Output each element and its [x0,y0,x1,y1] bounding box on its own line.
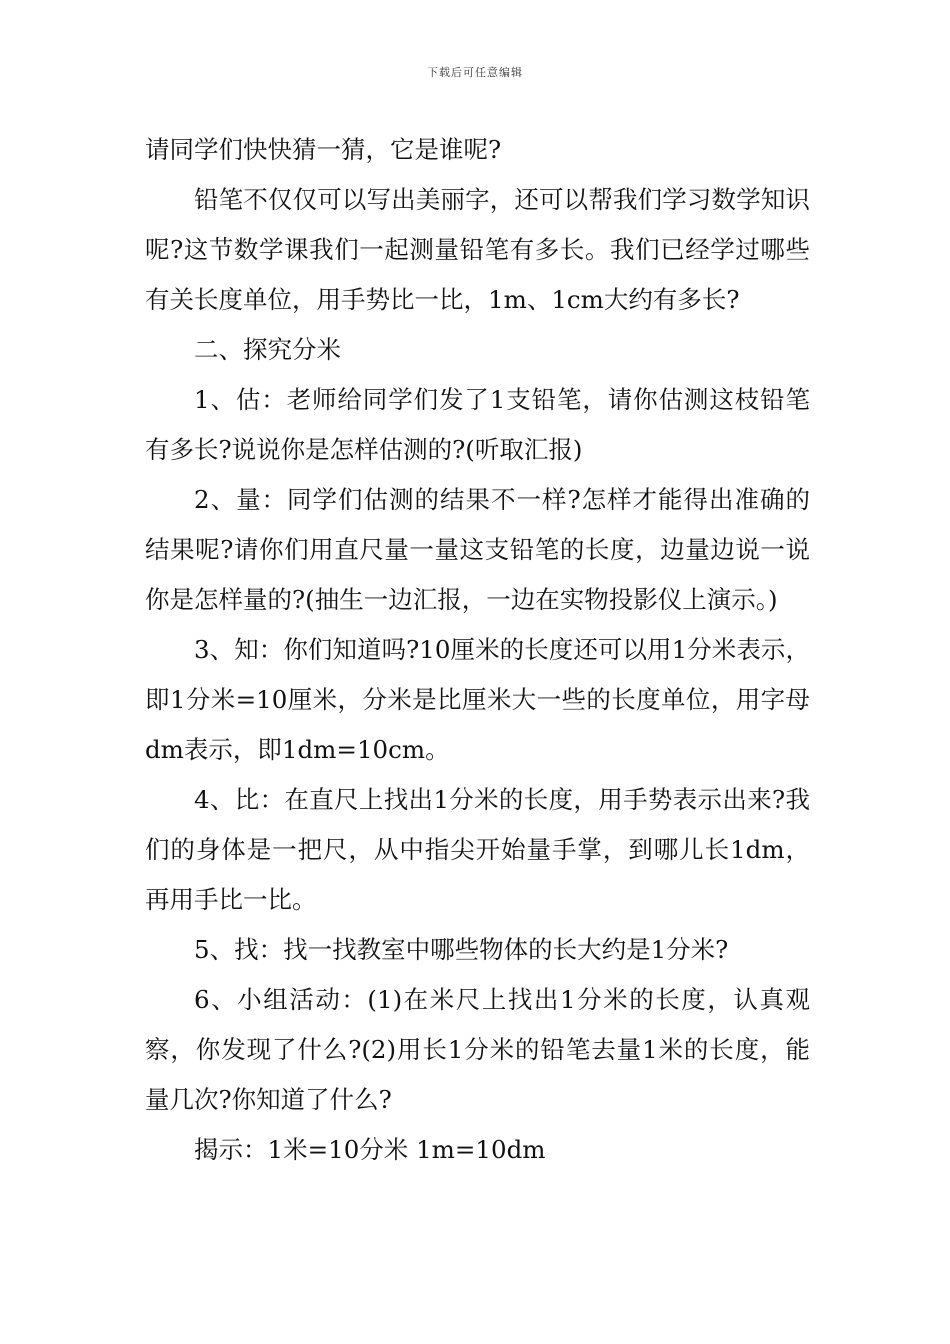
paragraph-step-find: 5、找：找一找教室中哪些物体的长大约是1分米? [194,935,729,964]
paragraph-step-measure: 2、量：同学们估测的结果不一样?怎样才能得出准确的结果呢?请你们用直尺量一量这支铅笔的长度，边量边说一说你是怎样量的?(抽生一边汇报，一边在实物投影仪上演示。) [145,485,810,614]
paragraph-step-group: 6、小组活动：(1)在米尺上找出1分米的长度，认真观察，你发现了什么?(2)用长1分米的铅笔去量1米的长度，能量几次?你知道了什么? [145,985,810,1114]
document-body [145,125,810,1175]
paragraph-step-know: 3、知：你们知道吗?10厘米的长度还可以用1分米表示，即1分米=10厘米，分米是比厘米大一些的长度单位，用字母dm表示，即1dm=10cm。 [145,635,810,764]
paragraph-reveal: 揭示：1米=10分米 1m=10dm [194,1135,546,1164]
paragraph-step-compare: 4、比：在直尺上找出1分米的长度，用手势表示出来?我们的身体是一把尺，从中指尖开始量手掌，到哪儿长1dm，再用手比一比。 [145,785,810,914]
paragraph-intro: 铅笔不仅仅可以写出美丽字，还可以帮我们学习数学知识呢?这节数学课我们一起测量铅笔有多长。我们已经学过哪些有关长度单位，用手势比一比，1m、1cm大约有多长? [145,185,810,314]
section-heading: 二、探究分米 [194,335,341,364]
page-header-note: 下载后可任意编辑 [427,66,523,79]
paragraph-riddle: 请同学们快快猜一猜，它是谁呢? [145,135,502,164]
paragraph-step-estimate: 1、估：老师给同学们发了1支铅笔，请你估测这枝铅笔有多长?说说你是怎样估测的?(听取汇报) [145,385,810,464]
